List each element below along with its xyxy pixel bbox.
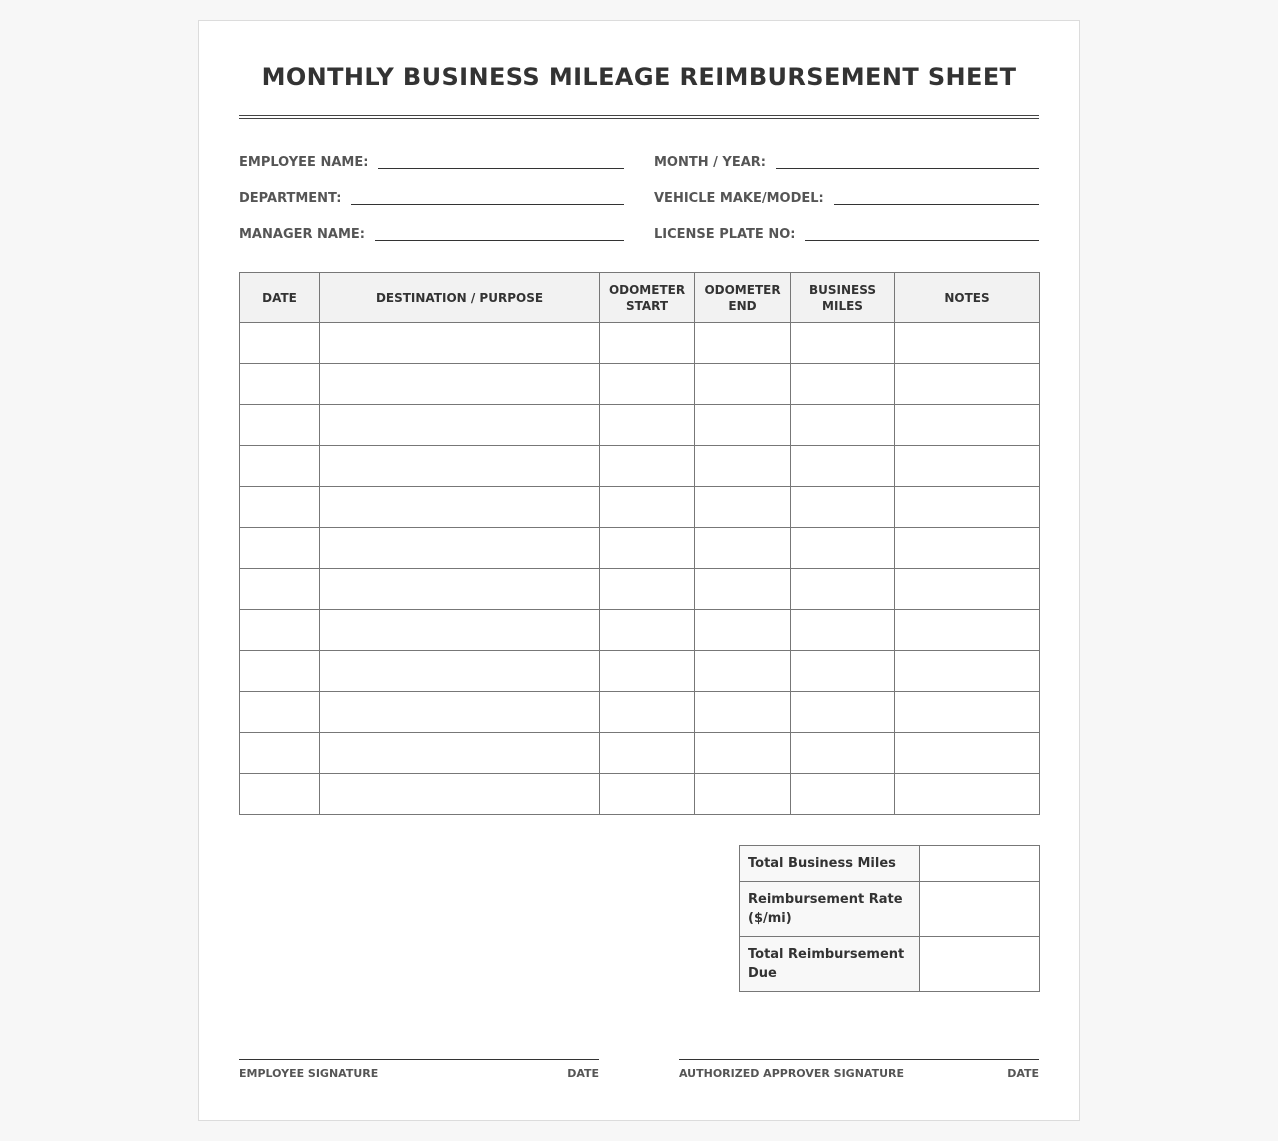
- manager-name-field[interactable]: [375, 221, 624, 241]
- table-body: [240, 323, 1040, 815]
- odometer-start-cell[interactable]: [600, 364, 695, 405]
- header-notes: NOTES: [895, 273, 1040, 323]
- odometer-start-cell[interactable]: [600, 651, 695, 692]
- table-row: [240, 774, 1040, 815]
- odometer-start-cell[interactable]: [600, 323, 695, 364]
- month-year-field[interactable]: [776, 149, 1039, 169]
- table-row: [240, 405, 1040, 446]
- totals-row-miles: [740, 846, 1040, 882]
- rate-label: Reimbursement Rate ($/mi): [740, 882, 920, 937]
- notes-cell[interactable]: [895, 405, 1040, 446]
- odometer-end-cell[interactable]: [695, 733, 791, 774]
- destination-cell[interactable]: [320, 774, 600, 815]
- date-cell[interactable]: [240, 487, 320, 528]
- date-cell[interactable]: [240, 569, 320, 610]
- employee-date-label: DATE: [567, 1067, 599, 1080]
- table-row: [240, 692, 1040, 733]
- odometer-start-cell[interactable]: [600, 610, 695, 651]
- table-row: [240, 610, 1040, 651]
- destination-cell[interactable]: [320, 610, 600, 651]
- date-cell[interactable]: [240, 364, 320, 405]
- destination-cell[interactable]: [320, 692, 600, 733]
- destination-cell[interactable]: [320, 528, 600, 569]
- department-field[interactable]: [351, 185, 624, 205]
- total-miles-cell[interactable]: [920, 846, 1040, 882]
- date-cell[interactable]: [240, 405, 320, 446]
- rate-cell[interactable]: [920, 882, 1040, 937]
- business-miles-cell[interactable]: [791, 364, 895, 405]
- notes-cell[interactable]: [895, 569, 1040, 610]
- approver-date-label: DATE: [1007, 1067, 1039, 1080]
- mileage-log-table: [239, 272, 1040, 815]
- table-row: [240, 569, 1040, 610]
- table-row: [240, 323, 1040, 364]
- business-miles-cell[interactable]: [791, 446, 895, 487]
- employee-signature-line[interactable]: [239, 1059, 599, 1080]
- date-cell[interactable]: [240, 651, 320, 692]
- date-cell[interactable]: [240, 692, 320, 733]
- table-header-row: [240, 273, 1040, 323]
- odometer-end-cell[interactable]: [695, 405, 791, 446]
- business-miles-cell[interactable]: [791, 692, 895, 733]
- title-double-rule: [239, 115, 1039, 119]
- page-title: MONTHLY BUSINESS MILEAGE REIMBURSEMENT SHEET: [261, 63, 1017, 91]
- table-row: [240, 364, 1040, 405]
- department-label: DEPARTMENT:: [239, 191, 342, 206]
- vehicle-field[interactable]: [834, 185, 1039, 205]
- odometer-end-cell[interactable]: [695, 610, 791, 651]
- odometer-end-cell[interactable]: [695, 446, 791, 487]
- destination-cell[interactable]: [320, 487, 600, 528]
- date-cell[interactable]: [240, 610, 320, 651]
- destination-cell[interactable]: [320, 364, 600, 405]
- department-row: [239, 187, 624, 207]
- date-cell[interactable]: [240, 774, 320, 815]
- month-year-label: MONTH / YEAR:: [654, 155, 766, 170]
- employee-name-row: [239, 151, 624, 171]
- license-plate-row: [654, 223, 1039, 243]
- odometer-end-cell[interactable]: [695, 528, 791, 569]
- employee-signature-label: EMPLOYEE SIGNATURE: [239, 1067, 379, 1080]
- approver-signature-label: AUTHORIZED APPROVER SIGNATURE: [679, 1067, 905, 1080]
- business-miles-cell[interactable]: [791, 405, 895, 446]
- info-fields: [239, 151, 1039, 243]
- odometer-start-cell[interactable]: [600, 446, 695, 487]
- header-business-miles: BUSINESS MILES: [791, 273, 895, 323]
- vehicle-label: VEHICLE MAKE/MODEL:: [654, 191, 824, 206]
- month-year-row: [654, 151, 1039, 171]
- notes-cell[interactable]: [895, 487, 1040, 528]
- header-odometer-end: ODOMETER END: [695, 273, 791, 323]
- odometer-end-cell[interactable]: [695, 774, 791, 815]
- business-miles-cell[interactable]: [791, 733, 895, 774]
- table-row: [240, 528, 1040, 569]
- employee-name-field[interactable]: [378, 149, 624, 169]
- notes-cell[interactable]: [895, 692, 1040, 733]
- date-cell[interactable]: [240, 323, 320, 364]
- totals-table: [739, 845, 1040, 992]
- destination-cell[interactable]: [320, 446, 600, 487]
- vehicle-row: [654, 187, 1039, 207]
- notes-cell[interactable]: [895, 774, 1040, 815]
- header-date: DATE: [240, 273, 320, 323]
- odometer-start-cell[interactable]: [600, 733, 695, 774]
- totals-row-rate: [740, 882, 1040, 937]
- notes-cell[interactable]: [895, 651, 1040, 692]
- business-miles-cell[interactable]: [791, 610, 895, 651]
- date-cell[interactable]: [240, 733, 320, 774]
- manager-name-row: [239, 223, 624, 243]
- employee-name-label: EMPLOYEE NAME:: [239, 155, 369, 170]
- business-miles-cell[interactable]: [791, 651, 895, 692]
- header-odometer-start: ODOMETER START: [600, 273, 695, 323]
- destination-cell[interactable]: [320, 323, 600, 364]
- odometer-end-cell[interactable]: [695, 364, 791, 405]
- approver-signature-line[interactable]: [679, 1059, 1039, 1080]
- date-cell[interactable]: [240, 528, 320, 569]
- odometer-start-cell[interactable]: [600, 487, 695, 528]
- notes-cell[interactable]: [895, 364, 1040, 405]
- odometer-end-cell[interactable]: [695, 692, 791, 733]
- notes-cell[interactable]: [895, 323, 1040, 364]
- reimbursement-sheet: [198, 20, 1080, 1121]
- destination-cell[interactable]: [320, 733, 600, 774]
- business-miles-cell[interactable]: [791, 323, 895, 364]
- license-plate-label: LICENSE PLATE NO:: [654, 227, 796, 242]
- date-cell[interactable]: [240, 446, 320, 487]
- table-row: [240, 651, 1040, 692]
- notes-cell[interactable]: [895, 733, 1040, 774]
- license-plate-field[interactable]: [805, 221, 1039, 241]
- notes-cell[interactable]: [895, 528, 1040, 569]
- business-miles-cell[interactable]: [791, 774, 895, 815]
- table-row: [240, 487, 1040, 528]
- odometer-end-cell[interactable]: [695, 487, 791, 528]
- totals-row-due: [740, 937, 1040, 992]
- odometer-start-cell[interactable]: [600, 692, 695, 733]
- business-miles-cell[interactable]: [791, 487, 895, 528]
- odometer-start-cell[interactable]: [600, 405, 695, 446]
- total-due-label: Total Reimbursement Due: [740, 937, 920, 992]
- destination-cell[interactable]: [320, 569, 600, 610]
- business-miles-cell[interactable]: [791, 528, 895, 569]
- total-due-cell[interactable]: [920, 937, 1040, 992]
- destination-cell[interactable]: [320, 405, 600, 446]
- notes-cell[interactable]: [895, 446, 1040, 487]
- notes-cell[interactable]: [895, 610, 1040, 651]
- odometer-end-cell[interactable]: [695, 569, 791, 610]
- odometer-end-cell[interactable]: [695, 651, 791, 692]
- header-destination: DESTINATION / PURPOSE: [320, 273, 600, 323]
- manager-name-label: MANAGER NAME:: [239, 227, 365, 242]
- destination-cell[interactable]: [320, 651, 600, 692]
- odometer-start-cell[interactable]: [600, 569, 695, 610]
- odometer-start-cell[interactable]: [600, 774, 695, 815]
- table-row: [240, 733, 1040, 774]
- business-miles-cell[interactable]: [791, 569, 895, 610]
- odometer-end-cell[interactable]: [695, 323, 791, 364]
- odometer-start-cell[interactable]: [600, 528, 695, 569]
- total-miles-label: Total Business Miles: [740, 846, 920, 882]
- table-row: [240, 446, 1040, 487]
